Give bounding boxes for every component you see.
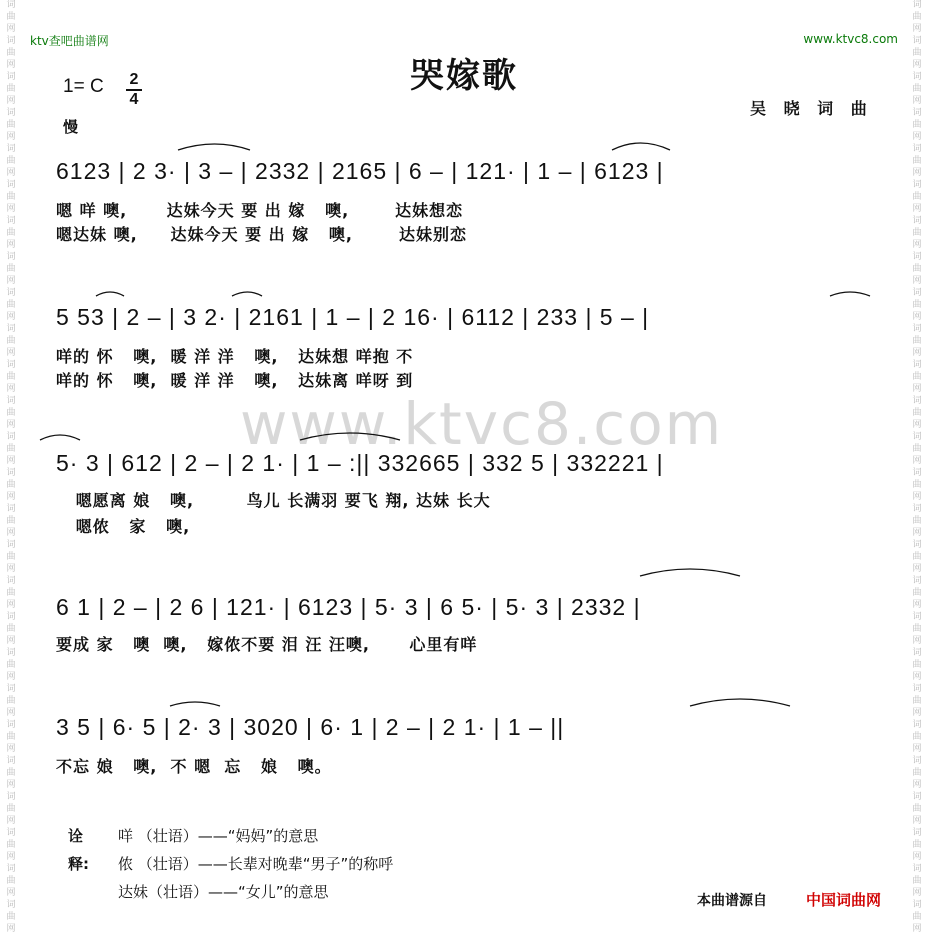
- border-glyph: 曲: [912, 732, 922, 742]
- border-glyph: 曲: [6, 480, 16, 490]
- border-glyph: 曲: [912, 84, 922, 94]
- border-glyph: 曲: [6, 264, 16, 274]
- score-system-1-lyrics-2: 嗯达妹 噢, 达妹今天 要 出 嫁 噢, 达妹别恋: [56, 225, 467, 244]
- slur-arc: [40, 435, 80, 440]
- border-glyph: 网: [6, 492, 16, 502]
- site-name-left[interactable]: ktv查吧曲谱网: [30, 34, 109, 48]
- border-glyph: 词: [912, 324, 922, 334]
- border-glyph: 曲: [6, 552, 16, 562]
- border-glyph: 词: [6, 144, 16, 154]
- border-glyph: 曲: [6, 588, 16, 598]
- border-glyph: 词: [912, 396, 922, 406]
- border-glyph: 词: [912, 864, 922, 874]
- border-glyph: 网: [6, 636, 16, 646]
- border-glyph: 词: [6, 252, 16, 262]
- border-glyph: 词: [6, 684, 16, 694]
- border-glyph: 词: [6, 540, 16, 550]
- border-glyph: 网: [912, 456, 922, 466]
- border-glyph: 词: [912, 828, 922, 838]
- border-glyph: 网: [912, 744, 922, 754]
- border-glyph: 词: [6, 108, 16, 118]
- border-glyph: 网: [6, 420, 16, 430]
- border-glyph: 词: [912, 576, 922, 586]
- border-glyph: 曲: [6, 516, 16, 526]
- border-glyph: 词: [6, 432, 16, 442]
- border-glyph: 曲: [6, 804, 16, 814]
- border-glyph: 词: [6, 468, 16, 478]
- border-glyph: 曲: [912, 588, 922, 598]
- border-glyph: 曲: [912, 444, 922, 454]
- author-credit: 吴 晓 词 曲: [750, 99, 873, 118]
- border-glyph: 网: [912, 708, 922, 718]
- border-glyph: 曲: [912, 624, 922, 634]
- border-glyph: 曲: [6, 228, 16, 238]
- border-glyph: 曲: [912, 48, 922, 58]
- score-system-2-lyrics-2: 咩的 怀 噢, 暖 洋 洋 噢, 达妹离 咩呀 到: [56, 371, 414, 390]
- source-label: 本曲谱源自: [697, 893, 767, 909]
- border-glyph: 曲: [912, 804, 922, 814]
- border-glyph: 曲: [912, 552, 922, 562]
- slur-arc: [178, 144, 250, 150]
- border-glyph: 网: [912, 24, 922, 34]
- border-glyph: 词: [912, 72, 922, 82]
- border-glyph: 曲: [6, 336, 16, 346]
- border-glyph: 曲: [6, 120, 16, 130]
- border-glyph: 曲: [6, 840, 16, 850]
- slur-arc: [96, 292, 124, 296]
- border-glyph: 网: [6, 528, 16, 538]
- border-glyph: 词: [912, 900, 922, 910]
- border-glyph: 词: [6, 36, 16, 46]
- border-glyph: 词: [912, 720, 922, 730]
- annotation-line-2: 侬 （壮语）——长辈对晚辈“男子”的称呼: [118, 855, 394, 873]
- border-glyph: 网: [6, 132, 16, 142]
- score-system-5-notes: 3 5 | 6· 5 | 2· 3 | 3020 | 6· 1 | 2 – | 2 1· | 1 – ||: [56, 714, 565, 740]
- score-system-4-notes: 6 1 | 2 – | 2 6 | 121· | 6123 | 5· 3 | 6 5· | 5· 3 | 2332 |: [56, 594, 641, 620]
- border-glyph: 曲: [912, 876, 922, 886]
- border-glyph: 网: [6, 816, 16, 826]
- border-glyph: 网: [912, 672, 922, 682]
- border-glyph: 词: [912, 252, 922, 262]
- border-glyph: 网: [6, 60, 16, 70]
- border-glyph: 曲: [6, 48, 16, 58]
- meter-top: 2: [129, 71, 139, 88]
- border-glyph: 词: [6, 396, 16, 406]
- border-glyph: 曲: [912, 768, 922, 778]
- border-glyph: 词: [6, 288, 16, 298]
- border-glyph: 网: [6, 744, 16, 754]
- border-glyph: 网: [6, 276, 16, 286]
- border-glyph: 曲: [912, 264, 922, 274]
- border-glyph: 网: [912, 888, 922, 898]
- border-glyph: 网: [6, 852, 16, 862]
- border-glyph: 词: [912, 0, 922, 10]
- border-glyph: 曲: [6, 732, 16, 742]
- border-glyph: 曲: [6, 192, 16, 202]
- border-glyph: 词: [6, 864, 16, 874]
- border-glyph: 曲: [912, 192, 922, 202]
- border-glyph: 网: [6, 924, 16, 934]
- border-glyph: 词: [6, 756, 16, 766]
- border-glyph: 网: [912, 492, 922, 502]
- border-glyph: 网: [912, 96, 922, 106]
- score-system-4-lyrics-1: 要成 家 噢 噢, 嫁侬不要 泪 汪 汪噢, 心里有咩: [56, 635, 478, 654]
- annotation-line-3: 达妹（壮语）——“女儿”的意思: [118, 883, 329, 901]
- border-glyph: 曲: [912, 156, 922, 166]
- meter-bottom: 4: [129, 91, 139, 108]
- annotation-line-1: 咩 （壮语）——“妈妈”的意思: [118, 827, 319, 845]
- border-glyph: 网: [912, 564, 922, 574]
- border-glyph: 网: [6, 780, 16, 790]
- slur-arc: [170, 702, 220, 706]
- border-glyph: 网: [6, 96, 16, 106]
- border-glyph: 词: [912, 504, 922, 514]
- border-glyph: 词: [6, 576, 16, 586]
- border-glyph: 网: [6, 24, 16, 34]
- border-glyph: 网: [6, 312, 16, 322]
- watermark-text: www.ktvc8.com: [240, 390, 724, 458]
- border-glyph: 词: [912, 612, 922, 622]
- border-glyph: 词: [912, 108, 922, 118]
- score-system-3-lyrics-2: 嗯侬 家 噢,: [56, 517, 191, 536]
- border-glyph: 词: [912, 756, 922, 766]
- border-glyph: 网: [912, 312, 922, 322]
- border-glyph: 词: [6, 360, 16, 370]
- border-glyph: 网: [912, 924, 922, 934]
- border-glyph: 网: [6, 168, 16, 178]
- border-glyph: 词: [6, 792, 16, 802]
- border-glyph: 网: [912, 384, 922, 394]
- border-glyph: 曲: [912, 660, 922, 670]
- score-system-1-lyrics-1: 嗯 咩 噢, 达妹今天 要 出 嫁 噢, 达妹想恋: [56, 201, 464, 220]
- border-glyph: 词: [6, 324, 16, 334]
- tempo-marking: 慢: [63, 118, 79, 136]
- score-system-3-notes: 5· 3 | 612 | 2 – | 2 1· | 1 – :|| 332665 | 332 5 | 332221 |: [56, 450, 664, 476]
- border-glyph: 词: [912, 684, 922, 694]
- border-glyph: 词: [6, 504, 16, 514]
- key-signature: 1= C: [63, 76, 104, 97]
- slur-arc: [232, 292, 262, 296]
- border-glyph: 词: [912, 360, 922, 370]
- border-glyph: 网: [912, 600, 922, 610]
- border-glyph: 网: [6, 348, 16, 358]
- border-glyph: 词: [6, 180, 16, 190]
- border-glyph: 曲: [912, 408, 922, 418]
- border-glyph: 曲: [912, 696, 922, 706]
- border-glyph: 网: [6, 384, 16, 394]
- border-glyph: 网: [6, 708, 16, 718]
- score-system-2-notes: 5 53 | 2 – | 3 2· | 2161 | 1 – | 2 16· | 6112 | 233 | 5 – |: [56, 304, 650, 330]
- border-glyph: 词: [912, 540, 922, 550]
- border-glyph: 词: [6, 900, 16, 910]
- border-glyph: 曲: [6, 12, 16, 22]
- border-glyph: 词: [912, 288, 922, 298]
- border-glyph: 网: [912, 528, 922, 538]
- border-glyph: 曲: [912, 120, 922, 130]
- border-glyph: 曲: [6, 408, 16, 418]
- border-glyph: 网: [912, 276, 922, 286]
- border-glyph: 网: [912, 348, 922, 358]
- border-glyph: 网: [912, 852, 922, 862]
- score-system-1-notes: 6123 | 2 3· | 3 – | 2332 | 2165 | 6 – | 121· | 1 – | 6123 |: [56, 158, 664, 184]
- border-glyph: 网: [912, 780, 922, 790]
- slur-arc: [612, 143, 670, 150]
- border-glyph: 网: [6, 240, 16, 250]
- border-glyph: 网: [6, 672, 16, 682]
- border-glyph: 词: [912, 648, 922, 658]
- border-glyph: 曲: [912, 480, 922, 490]
- border-glyph: 词: [912, 144, 922, 154]
- border-glyph: 曲: [912, 516, 922, 526]
- border-glyph: 曲: [912, 300, 922, 310]
- annotation-label: 诠释:: [68, 827, 89, 873]
- border-glyph: 网: [912, 204, 922, 214]
- border-glyph: 曲: [6, 624, 16, 634]
- slur-arc: [830, 292, 870, 296]
- border-glyph: 曲: [6, 300, 16, 310]
- border-glyph: 曲: [912, 336, 922, 346]
- border-glyph: 曲: [912, 12, 922, 22]
- border-glyph: 网: [912, 132, 922, 142]
- score-system-3-lyrics-1: 嗯愿离 娘 噢, 鸟儿 长满羽 要飞 翔, 达妹 长大: [56, 491, 491, 510]
- border-glyph: 曲: [6, 768, 16, 778]
- border-glyph: 曲: [6, 444, 16, 454]
- border-glyph: 网: [6, 456, 16, 466]
- score-system-2-lyrics-1: 咩的 怀 噢, 暖 洋 洋 噢, 达妹想 咩抱 不: [56, 347, 414, 366]
- border-glyph: 网: [912, 240, 922, 250]
- slur-arc: [690, 699, 790, 706]
- border-glyph: 词: [6, 216, 16, 226]
- border-glyph: 曲: [912, 912, 922, 922]
- border-glyph: 曲: [6, 372, 16, 382]
- song-title: 哭嫁歌: [410, 56, 518, 96]
- border-glyph: 曲: [6, 84, 16, 94]
- border-glyph: 曲: [6, 912, 16, 922]
- score-system-5-lyrics-1: 不忘 娘 噢, 不 嗯 忘 娘 噢。: [56, 757, 332, 776]
- border-glyph: 词: [6, 828, 16, 838]
- border-glyph: 网: [6, 888, 16, 898]
- border-glyph: 曲: [912, 840, 922, 850]
- border-glyph: 曲: [912, 228, 922, 238]
- border-glyph: 网: [6, 564, 16, 574]
- border-glyph: 词: [6, 612, 16, 622]
- border-glyph: 曲: [6, 156, 16, 166]
- border-glyph: 词: [6, 648, 16, 658]
- border-glyph: 曲: [6, 876, 16, 886]
- border-glyph: 网: [6, 600, 16, 610]
- border-glyph: 曲: [6, 660, 16, 670]
- border-glyph: 词: [6, 0, 16, 10]
- border-glyph: 词: [6, 72, 16, 82]
- border-glyph: 词: [912, 432, 922, 442]
- slur-arc: [300, 433, 400, 440]
- border-glyph: 曲: [6, 696, 16, 706]
- border-glyph: 网: [912, 420, 922, 430]
- border-glyph: 词: [912, 180, 922, 190]
- site-url-right[interactable]: www.ktvc8.com: [803, 32, 898, 46]
- border-glyph: 网: [6, 204, 16, 214]
- border-glyph: 曲: [912, 372, 922, 382]
- border-glyph: 词: [912, 216, 922, 226]
- border-glyph: 词: [912, 468, 922, 478]
- border-glyph: 词: [6, 720, 16, 730]
- border-glyph: 网: [912, 636, 922, 646]
- slur-arc: [640, 569, 740, 576]
- source-link[interactable]: 中国词曲网: [806, 891, 882, 909]
- border-glyph: 网: [912, 168, 922, 178]
- border-glyph: 词: [912, 36, 922, 46]
- border-glyph: 词: [912, 792, 922, 802]
- border-glyph: 网: [912, 816, 922, 826]
- border-glyph: 网: [912, 60, 922, 70]
